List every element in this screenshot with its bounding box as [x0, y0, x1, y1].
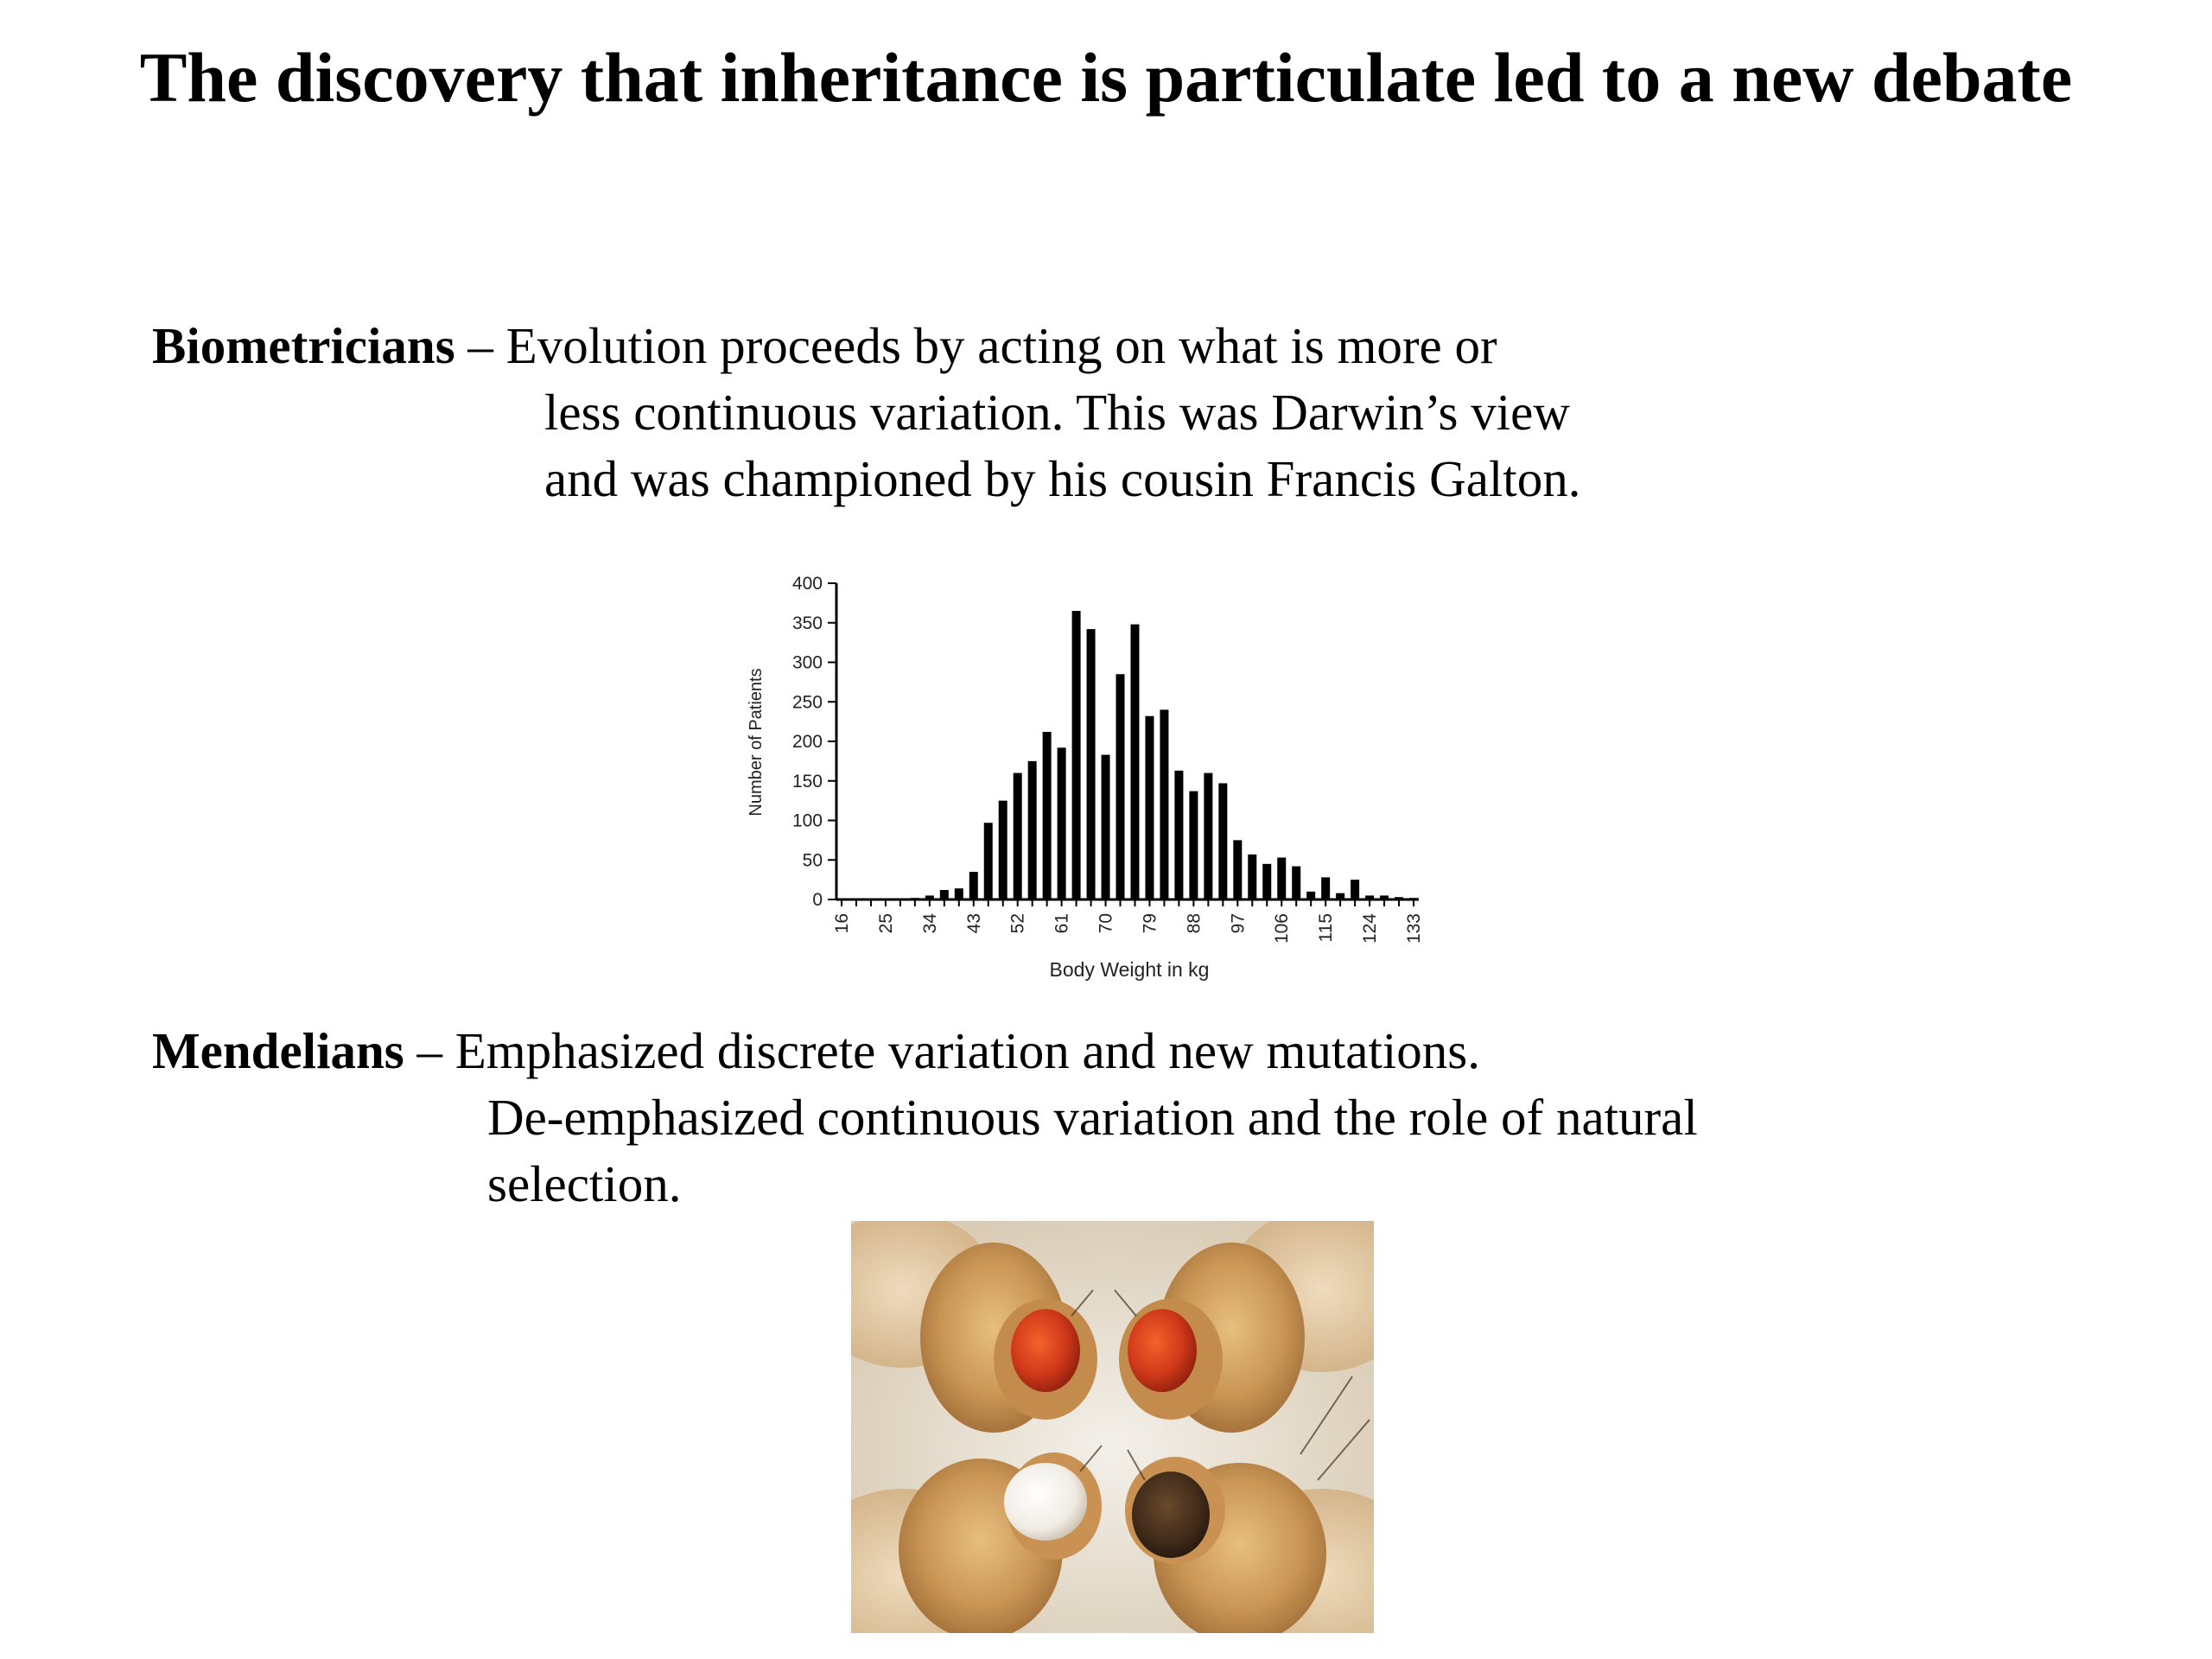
histogram-bar: [1409, 898, 1418, 899]
y-tick-label: 300: [791, 652, 823, 673]
histogram-bar: [1102, 755, 1110, 899]
mendelians-dash: –: [404, 1022, 455, 1079]
biometricians-line-3: and was championed by his cousin Francis Galton.: [544, 450, 1581, 507]
mendelians-term: Mendelians: [152, 1022, 404, 1079]
mendelians-paragraph: [152, 1018, 1698, 1212]
y-tick-label: 100: [791, 810, 823, 831]
body-weight-histogram: [734, 566, 1443, 1007]
x-tick-label: 115: [1316, 913, 1337, 943]
drosophila-eye-color-photo: [851, 1221, 1374, 1633]
slide-title: The discovery that inheritance is particulate led to a new debate: [139, 38, 2073, 117]
x-tick-label: 25: [875, 913, 896, 934]
histogram-bar: [969, 872, 978, 899]
histogram-bar: [1395, 897, 1403, 899]
histogram-bar: [999, 801, 1007, 899]
histogram-bar: [1336, 893, 1344, 899]
x-tick-label: 43: [963, 913, 984, 934]
histogram-bar: [911, 898, 919, 899]
biometricians-dash: –: [454, 317, 506, 374]
x-tick-label: 106: [1272, 913, 1293, 944]
histogram-bar: [1233, 840, 1242, 899]
histogram-bar: [1160, 709, 1168, 899]
x-tick-label: 61: [1052, 913, 1072, 934]
histogram-bar: [1014, 773, 1022, 899]
biometricians-line-1: Evolution proceeds by acting on what is more or: [505, 317, 1497, 374]
dark-eye: [1132, 1471, 1210, 1558]
histogram-bar: [1174, 771, 1183, 899]
histogram-bar: [1072, 611, 1081, 899]
y-tick-label: 400: [791, 574, 823, 594]
histogram-bar: [1292, 867, 1300, 899]
white-eye: [1004, 1463, 1087, 1541]
x-tick-label: 97: [1228, 913, 1249, 934]
mendelians-line-1: Emphasized discrete variation and new mutations.: [454, 1022, 1480, 1079]
histogram-bar: [925, 895, 934, 899]
biometricians-first-line: [152, 313, 1497, 379]
x-tick-label: 52: [1007, 913, 1028, 934]
x-tick-label: 16: [832, 913, 852, 934]
histogram-bar: [1321, 877, 1330, 899]
biometricians-paragraph: [152, 313, 1581, 507]
histogram-bar: [1028, 761, 1037, 899]
y-tick-label: 0: [812, 890, 823, 910]
histogram-bar: [1145, 716, 1154, 899]
x-axis: [832, 899, 1424, 944]
x-axis-label: Body Weight in kg: [1049, 958, 1210, 981]
y-tick-label: 200: [791, 732, 823, 752]
mendelians-line-2: De-emphasized continuous variation and the role of natural: [487, 1089, 1698, 1146]
y-tick-label: 50: [802, 850, 823, 871]
histogram-bar: [1058, 747, 1066, 899]
y-tick-label: 150: [791, 771, 823, 791]
histogram-bar: [1277, 858, 1286, 899]
mendelians-first-line: [152, 1018, 1480, 1084]
mendelians-line-3: selection.: [487, 1155, 682, 1212]
histogram-bars: [911, 611, 1418, 899]
histogram-bar: [1130, 625, 1139, 899]
red-eye-left: [1011, 1309, 1080, 1392]
y-tick-label: 250: [791, 692, 823, 713]
histogram-bar: [1351, 880, 1359, 899]
histogram-bar: [1116, 674, 1125, 899]
x-tick-label: 88: [1184, 913, 1205, 934]
x-tick-label: 34: [919, 913, 940, 934]
x-tick-label: 79: [1140, 913, 1160, 934]
histogram-bar: [1380, 895, 1389, 899]
histogram-bar: [984, 823, 993, 899]
histogram-bar: [1189, 791, 1198, 899]
histogram-bar: [1262, 864, 1271, 899]
x-tick-label: 70: [1096, 913, 1116, 934]
histogram-bar: [940, 890, 949, 899]
x-tick-label: 133: [1404, 913, 1424, 944]
y-axis-label: Number of Patients: [747, 668, 766, 817]
y-tick-label: 350: [791, 613, 823, 633]
y-axis: [792, 574, 836, 910]
histogram-bar: [1248, 855, 1256, 899]
red-eye-right: [1128, 1309, 1197, 1392]
histogram-bar: [1218, 783, 1227, 899]
histogram-bar: [1306, 892, 1315, 899]
biometricians-term: Biometricians: [152, 317, 455, 374]
x-tick-label: 124: [1360, 913, 1381, 944]
histogram-bar: [1365, 895, 1374, 899]
histogram-bar: [1043, 732, 1052, 899]
histogram-bar: [1087, 629, 1096, 899]
histogram-bar: [1204, 773, 1212, 899]
biometricians-line-2: less continuous variation. This was Darwin’s view: [544, 384, 1570, 441]
histogram-bar: [955, 888, 963, 899]
